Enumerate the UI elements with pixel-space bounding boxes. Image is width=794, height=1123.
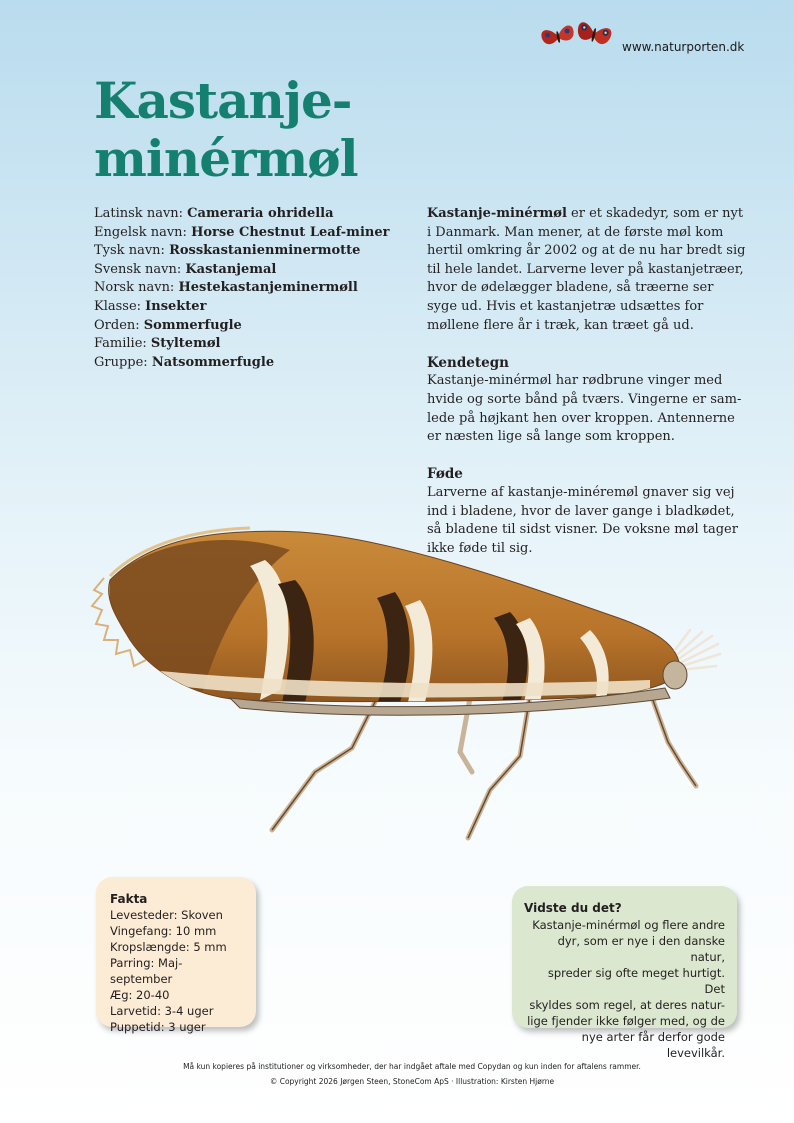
vidste-line: Kastanje-minérmøl og flere andre xyxy=(532,918,725,932)
section-heading-kendetegn: Kendetegn xyxy=(427,354,509,371)
moth-illustration xyxy=(90,520,740,850)
name-row: Orden: Sommerfugle xyxy=(94,317,242,333)
fakta-title: Fakta xyxy=(110,892,148,906)
section-heading-fode: Føde xyxy=(427,466,463,483)
fakta-item: Vingefang: 10 mm xyxy=(110,924,217,938)
vidste-text xyxy=(524,917,725,1061)
title-line-1: Kastanje- xyxy=(94,71,352,130)
section-text-fode: Larverne af kastanje-minéremøl gnaver sig vej ind i bladene, hvor de laver gange i bladkødet, så bladene til sidst visner. De voksne møl tager ikke føde til sig. xyxy=(427,484,738,556)
section-text-kendetegn: Kastanje-minérmøl har rødbrune vinger med hvide og sorte bånd på tværs. Vingerne er samlede på højkant hen over kroppen. Antennerne er næsten lige så lange som kroppen. xyxy=(427,373,742,445)
names-list xyxy=(94,205,414,372)
name-row: Gruppe: Natsommerfugle xyxy=(94,354,275,370)
footer-copyright: © Copyright 2026 Jørgen Steen, StoneCom ApS · Illustration: Kirsten Hjørne xyxy=(269,1077,555,1086)
fakta-item: Parring: Maj-september xyxy=(110,956,183,986)
name-row: Engelsk navn: Horse Chestnut Leaf-miner xyxy=(94,224,390,240)
intro-paragraph xyxy=(427,205,747,335)
vidste-line: lige fjender ikke følger med, og de xyxy=(527,1014,725,1028)
vidste-title: Vidste du det? xyxy=(524,901,622,915)
site-logo[interactable] xyxy=(538,18,745,66)
site-url[interactable]: www.naturporten.dk xyxy=(622,40,745,54)
vidste-line: spreder sig ofte meget hurtigt. Det xyxy=(547,966,725,996)
title-line-2: minérmøl xyxy=(94,129,358,188)
intro-text: er et skadedyr, som er nyt i Danmark. Man mener, at de første møl kom hertil omkring år 2002 og at de nu har bredt sig til hele landet. Larverne lever på kastanjetræer, hvor de ødelægger bladene, så træerne ser syge ud. Hvis et kastanjetræ udsættes for møllene flere år i træk, kan træet gå ud. xyxy=(427,206,746,333)
butterflies-icon xyxy=(538,18,618,54)
vidste-line: nye arter får derfor gode levevilkår. xyxy=(581,1030,725,1060)
vidste-line: dyr, som er nye i den danske natur, xyxy=(557,934,725,964)
footer-license: Må kun kopieres på institutioner og virksomheder, der har indgået aftale med Copydan og kun inden for aftalens rammer. xyxy=(183,1062,641,1071)
fakta-box xyxy=(96,877,256,1034)
name-row: Norsk navn: Hestekastanjeminermøll xyxy=(94,280,358,296)
name-row: Klasse: Insekter xyxy=(94,298,207,314)
fakta-item: Æg: 20-40 xyxy=(110,988,170,1002)
name-row: Latinsk navn: Cameraria ohridella xyxy=(94,206,334,221)
intro-lead: Kastanje-minérmøl xyxy=(427,206,567,221)
name-row: Svensk navn: Kastanjemal xyxy=(94,261,277,277)
vidste-du-det-box xyxy=(512,886,737,1060)
name-row: Tysk navn: Rosskastanienminermotte xyxy=(94,243,361,259)
page-title xyxy=(94,72,358,188)
fakta-item: Puppetid: 3 uger xyxy=(110,1020,206,1034)
fakta-item: Levesteder: Skoven xyxy=(110,908,223,922)
fakta-item: Kropslængde: 5 mm xyxy=(110,940,227,954)
vidste-line: skyldes som regel, at deres natur- xyxy=(529,998,725,1012)
name-row: Familie: Styltemøl xyxy=(94,336,221,352)
fakta-item: Larvetid: 3-4 uger xyxy=(110,1004,214,1018)
